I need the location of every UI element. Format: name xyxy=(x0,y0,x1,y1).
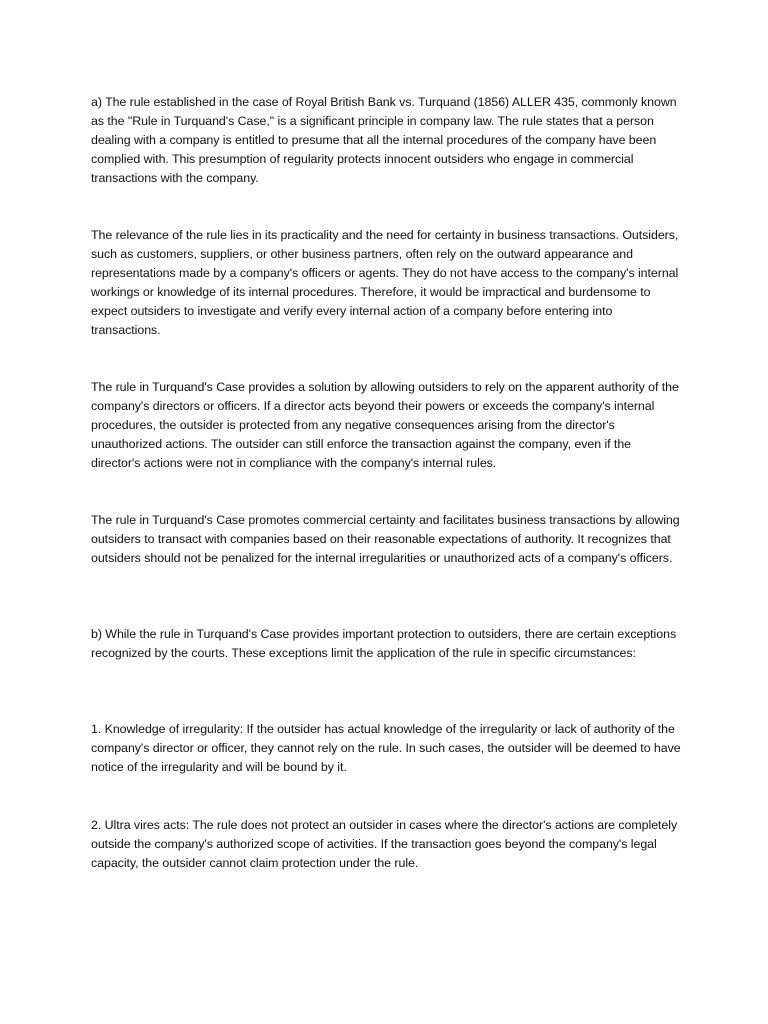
paragraph-exception-ultra-vires: 2. Ultra vires acts: The rule does not protect an outsider in cases where the director's actions are completely outside the company's authorized scope of activities. If the transaction goes beyond the company's legal capacity, the outsider cannot claim protection under the rule. xyxy=(91,818,678,871)
paragraph-relevance: The relevance of the rule lies in its practicality and the need for certainty in business transactions. Outsiders, such as customers, suppliers, or other business partners, often rely on the outward appearance and representations made by a company's officers or agents. They do not have access to the company's internal workings or knowledge of its internal procedures. Therefore, it would be impractical and burdensome to expect outsiders to investigate and verify every internal action of a company before entering into transactions. xyxy=(91,228,679,338)
paragraph-exceptions-intro: b) While the rule in Turquand's Case provides important protection to outsiders, there are certain exceptions recognized by the courts. These exceptions limit the application of the rule in specific circumstances: xyxy=(91,627,677,661)
paragraph-exception-knowledge: 1. Knowledge of irregularity: If the outsider has actual knowledge of the irregularity or lack of authority of the company's director or officer, they cannot rely on the rule. In such cases, the outsider will be deemed to have notice of the irregularity and will be bound by it. xyxy=(91,722,681,775)
paragraph-rule-definition: a) The rule established in the case of Royal British Bank vs. Turquand (1856) ALLER 435, commonly known as the "Rule in Turquand's Case," is a significant principle in company law. The rule states that a person dealing with a company is entitled to presume that all the internal procedures of the company have been complied with. This presumption of regularity protects innocent outsiders who engage in commercial transactions with the company. xyxy=(91,95,677,186)
paragraph-apparent-authority: The rule in Turquand's Case provides a solution by allowing outsiders to rely on the apparent authority of the company's directors or officers. If a director acts beyond their powers or exceeds the company's internal procedures, the outsider is protected from any negative consequences arising from the director's unauthorized actions. The outsider can still enforce the transaction against the company, even if the director's actions were not in compliance with the company's internal rules. xyxy=(91,380,679,471)
paragraph-commercial-certainty: The rule in Turquand's Case promotes commercial certainty and facilitates business transactions by allowing outsiders to transact with companies based on their reasonable expectations of authority. It recognizes that outsiders should not be penalized for the internal irregularities or unauthorized acts of a company's officers. xyxy=(91,513,680,566)
